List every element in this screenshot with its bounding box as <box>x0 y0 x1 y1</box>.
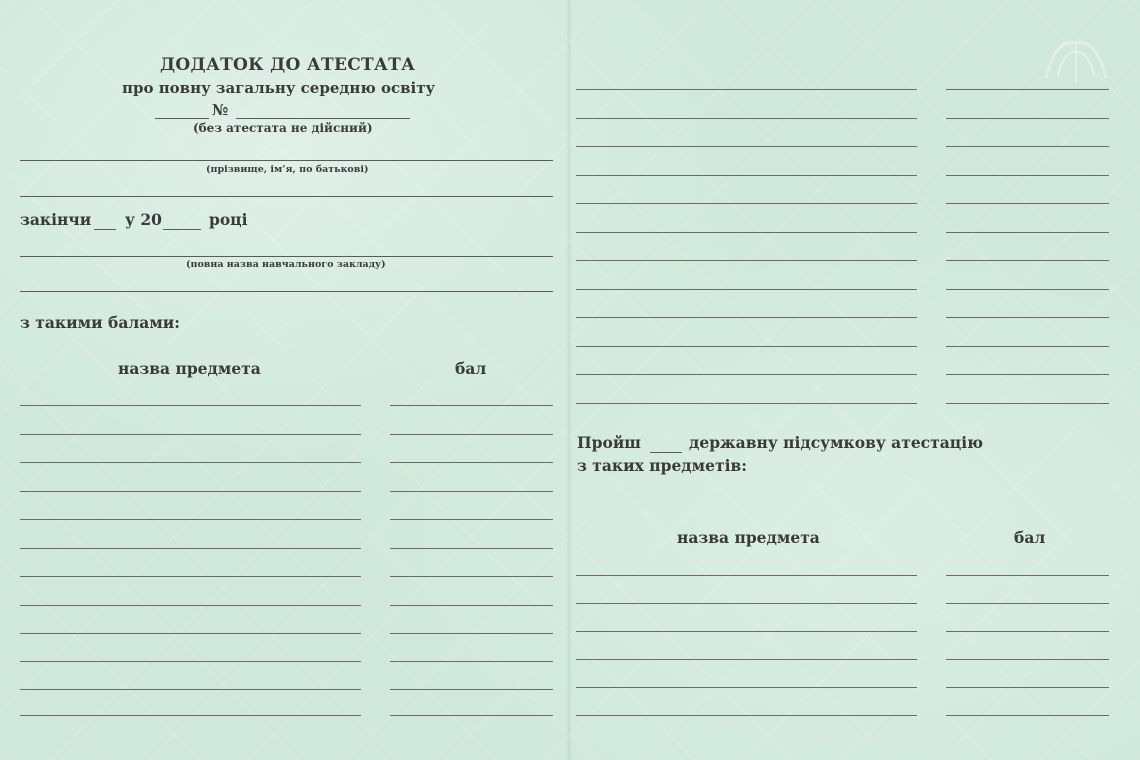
grade-row-line <box>946 317 1109 318</box>
grade-row-line <box>946 715 1109 716</box>
year-suffix-label: році <box>209 210 248 229</box>
subject-row-line <box>576 203 917 204</box>
grade-row-line <box>946 631 1109 632</box>
attestation-passed-label: Пройш <box>577 433 641 452</box>
grade-row-line <box>390 605 553 606</box>
grade-row-line <box>946 146 1109 147</box>
name-caption: (прізвище, ім’я, по батькові) <box>206 164 369 175</box>
grade-row-line <box>946 260 1109 261</box>
subject-row-line <box>576 715 917 716</box>
grade-row-line <box>946 687 1109 688</box>
subject-row-line <box>20 661 361 662</box>
finished-label: закінчи <box>20 210 92 229</box>
finished-ending-line <box>94 229 116 230</box>
year-line <box>163 229 201 230</box>
subject-row-line <box>576 289 917 290</box>
grade-row-line <box>946 374 1109 375</box>
subject-row-line <box>576 631 917 632</box>
name-line-1 <box>20 160 553 161</box>
subject-row-line <box>20 405 361 406</box>
grade-row-line <box>946 403 1109 404</box>
grade-row-line <box>946 603 1109 604</box>
subject-row-line <box>20 491 361 492</box>
grade-row-line <box>390 491 553 492</box>
document-subtitle: про повну загальну середню освіту <box>122 79 436 97</box>
grade-column-header: бал <box>455 359 487 378</box>
grade-row-line <box>390 405 553 406</box>
grade-row-line <box>946 289 1109 290</box>
subject-row-line <box>576 317 917 318</box>
grade-row-line <box>946 659 1109 660</box>
subject-row-line <box>576 260 917 261</box>
subject-row-line <box>576 403 917 404</box>
grade-row-line <box>946 346 1109 347</box>
subject-row-line <box>576 89 917 90</box>
watermark-emblem-icon <box>1036 28 1116 88</box>
attestation-ending-line <box>650 452 682 453</box>
subject-row-line <box>20 605 361 606</box>
subject-row-line <box>576 659 917 660</box>
subject-row-line <box>20 715 361 716</box>
page-fold <box>566 0 572 760</box>
attestation-subject-column-header: назва предмета <box>677 528 820 547</box>
grade-row-line <box>390 633 553 634</box>
subject-row-line <box>20 633 361 634</box>
subject-row-line <box>576 118 917 119</box>
grade-row-line <box>390 434 553 435</box>
grade-row-line <box>390 548 553 549</box>
series-line <box>155 118 209 119</box>
grade-row-line <box>946 203 1109 204</box>
grade-row-line <box>390 576 553 577</box>
subject-row-line <box>20 576 361 577</box>
subject-column-header: назва предмета <box>118 359 261 378</box>
grade-row-line <box>390 462 553 463</box>
subject-row-line <box>20 462 361 463</box>
subject-row-line <box>576 175 917 176</box>
grade-row-line <box>390 715 553 716</box>
number-line <box>236 118 410 119</box>
institution-caption: (повна назва навчального закладу) <box>186 259 386 270</box>
grade-row-line <box>390 689 553 690</box>
attestation-label: державну підсумкову атестацію <box>689 433 983 452</box>
grade-row-line <box>946 89 1109 90</box>
grade-row-line <box>946 175 1109 176</box>
attestation-subjects-label: з таких предметів: <box>577 456 747 475</box>
grade-row-line <box>946 575 1109 576</box>
institution-line-1 <box>20 256 553 257</box>
subject-row-line <box>576 346 917 347</box>
subject-row-line <box>20 689 361 690</box>
institution-line-2 <box>20 291 553 292</box>
subject-row-line <box>576 232 917 233</box>
validity-note: (без атестата не дійсний) <box>193 121 373 135</box>
number-sign: № <box>212 101 229 119</box>
subject-row-line <box>576 146 917 147</box>
subject-row-line <box>576 374 917 375</box>
grade-row-line <box>390 519 553 520</box>
grade-row-line <box>390 661 553 662</box>
name-line-2 <box>20 196 553 197</box>
subject-row-line <box>576 575 917 576</box>
attestation-grade-column-header: бал <box>1014 528 1046 547</box>
subject-row-line <box>20 548 361 549</box>
subject-row-line <box>576 603 917 604</box>
year-prefix-label: у 20 <box>125 210 162 229</box>
grade-row-line <box>946 232 1109 233</box>
document-title: ДОДАТОК ДО АТЕСТАТА <box>160 55 416 75</box>
subject-row-line <box>20 434 361 435</box>
grades-intro: з такими балами: <box>20 313 181 332</box>
grade-row-line <box>946 118 1109 119</box>
subject-row-line <box>20 519 361 520</box>
subject-row-line <box>576 687 917 688</box>
